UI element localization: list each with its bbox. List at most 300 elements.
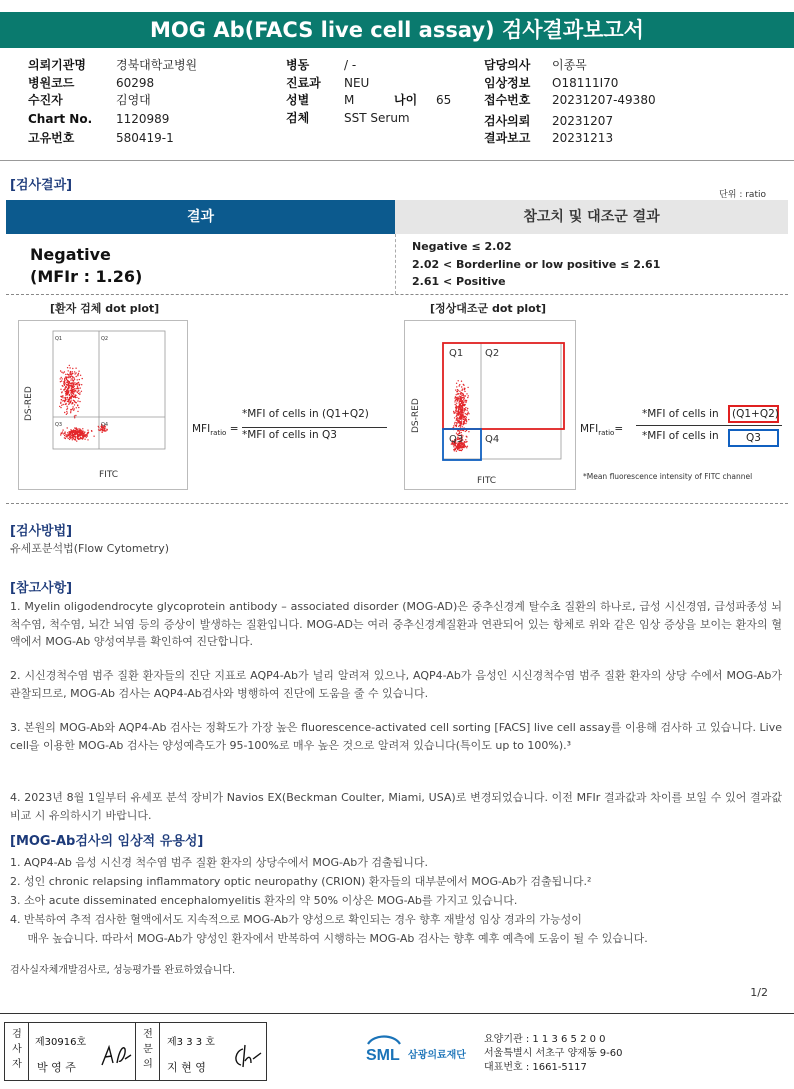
- scatter-dot: [465, 439, 466, 440]
- scatter-dot: [468, 413, 469, 414]
- scatter-dot: [74, 373, 75, 374]
- scatter-dot: [77, 391, 78, 392]
- scatter-dot: [454, 401, 455, 402]
- scatter-dot: [464, 445, 465, 446]
- scatter-dot: [454, 450, 455, 451]
- scatter-dot: [101, 432, 102, 433]
- scatter-dot: [76, 397, 77, 398]
- scatter-dot: [462, 414, 463, 415]
- scatter-dot: [71, 378, 72, 379]
- mfi-sub: ratio: [598, 429, 615, 438]
- scatter-dot: [64, 397, 65, 398]
- scatter-dot: [461, 398, 462, 399]
- scatter-dot: [98, 427, 99, 428]
- scatter-dot: [104, 430, 105, 431]
- scatter-dot: [81, 391, 82, 392]
- scatter-dot: [456, 426, 457, 427]
- scatter-dot: [76, 440, 77, 441]
- scatter-dot: [59, 406, 60, 407]
- scatter-dot: [461, 395, 462, 396]
- scatter-dot: [74, 382, 75, 383]
- mfi-sub: ratio: [210, 429, 227, 438]
- org-info: [484, 1033, 623, 1075]
- scatter-dot: [78, 371, 79, 372]
- scatter-dot: [468, 395, 469, 396]
- method-text: 유세포분석법(Flow Cytometry): [10, 542, 170, 555]
- scatter-dot: [74, 402, 75, 403]
- scatter-dot: [75, 368, 76, 369]
- scatter-dot: [69, 394, 70, 395]
- scatter-dot: [458, 420, 459, 421]
- scatter-dot: [463, 418, 464, 419]
- divider: [6, 503, 788, 504]
- scatter-dot: [463, 399, 464, 400]
- scatter-dot: [457, 400, 458, 401]
- scatter-dot: [73, 436, 74, 437]
- q2-label: Q2: [101, 336, 109, 342]
- doctor-label: 전문의: [143, 1029, 153, 1070]
- note-item: 4. 2023년 8월 1일부터 유세포 분석 장비가 Navios EX(Beckman Coulter, Miami, USA)로 변경되었습니다. 이전 MFIr 결과값과 차이를 보일 수 있어 결과값 비교 시 유의하시기 바랍니다.: [10, 791, 782, 822]
- scatter-dot: [61, 405, 62, 406]
- scatter-dot: [71, 394, 72, 395]
- scatter-dot: [61, 377, 62, 378]
- scatter-dot: [459, 399, 460, 400]
- q3-label: Q3: [449, 434, 464, 445]
- scatter-dot: [462, 403, 463, 404]
- scatter-dot: [73, 384, 74, 385]
- scatter-dot: [77, 386, 78, 387]
- scatter-dot: [455, 400, 456, 401]
- scatter-dot: [465, 413, 466, 414]
- scatter-dot: [459, 413, 460, 414]
- info-label: 의뢰기관명: [28, 58, 86, 72]
- scatter-dot: [69, 382, 70, 383]
- scatter-dot: [75, 384, 76, 385]
- scatter-dot: [71, 389, 72, 390]
- scatter-dot: [453, 425, 454, 426]
- scatter-dot: [461, 386, 462, 387]
- scatter-dot: [66, 379, 67, 380]
- info-value: 60298: [116, 75, 155, 90]
- scatter-dot: [461, 422, 462, 423]
- scatter-dot: [458, 407, 459, 408]
- method-title: [검사방법]: [10, 524, 73, 539]
- scatter-dot: [463, 394, 464, 395]
- scatter-dot: [458, 380, 459, 381]
- scatter-dot: [74, 386, 75, 387]
- scatter-dot: [68, 434, 69, 435]
- scatter-dot: [458, 418, 459, 419]
- signature-box: [4, 1022, 267, 1081]
- scatter-dot: [64, 433, 65, 434]
- scatter-dot: [74, 388, 75, 389]
- scatter-dot: [73, 400, 74, 401]
- scatter-dot: [73, 410, 74, 411]
- info-label: 접수번호: [484, 93, 531, 107]
- info-label: 임상정보: [484, 75, 531, 90]
- scatter-dot: [64, 435, 65, 436]
- scatter-dot: [67, 432, 68, 433]
- scatter-dot: [466, 447, 467, 448]
- scatter-dot: [74, 433, 75, 434]
- clinical-item: 1. AQP4-Ab 음성 시신경 척수염 범주 질환 환자의 상당수에서 MOG-Ab가 검출됩니다.: [10, 856, 428, 869]
- scatter-dot: [60, 378, 61, 379]
- scatter-dot: [81, 430, 82, 431]
- scatter-dot: [456, 446, 457, 447]
- scatter-dot: [460, 422, 461, 423]
- scatter-dot: [84, 432, 85, 433]
- scatter-dot: [63, 400, 64, 401]
- q4-label: Q4: [485, 434, 500, 445]
- info-value: 20231213: [552, 131, 614, 145]
- scatter-dot: [67, 412, 68, 413]
- info-label: 결과보고: [484, 131, 531, 145]
- scatter-dot: [80, 387, 81, 388]
- scatter-dot: [464, 389, 465, 390]
- scatter-dot: [466, 410, 467, 411]
- scatter-dot: [468, 431, 469, 432]
- scatter-dot: [454, 412, 455, 413]
- info-value: M: [344, 93, 355, 107]
- logo-subtitle: 삼광의료재단: [408, 1050, 466, 1061]
- y-axis-label: DS-RED: [411, 398, 421, 433]
- scatter-dot: [465, 423, 466, 424]
- scatter-dot: [71, 397, 72, 398]
- scatter-dot: [61, 372, 62, 373]
- scatter-dot: [460, 417, 461, 418]
- scatter-dot: [454, 417, 455, 418]
- equals: =: [614, 423, 624, 435]
- info-value: 김영대: [116, 93, 151, 107]
- note-item: 3. 본원의 MOG-Ab와 AQP4-Ab 검사는 정확도가 가장 높은 fluorescence-activated cell sorting [FACS] live cell assay를 이용해 검사하 고 있습니다. Live cell을 이용한 MOG-Ab 검사는 양성예측도가 95-100%로 매우 높은 것으로 알려져 있습니다(특이도 up to 100%).³: [10, 721, 782, 752]
- q1q2-box: (Q1+Q2): [728, 405, 779, 423]
- scatter-dot: [77, 400, 78, 401]
- scatter-dot: [62, 431, 63, 432]
- x-axis-label: FITC: [477, 476, 497, 486]
- scatter-dot: [67, 434, 68, 435]
- scatter-dot: [67, 367, 68, 368]
- scatter-dot: [87, 430, 88, 431]
- scatter-dot: [75, 396, 76, 397]
- org-line: 요양기관 : 1 1 3 6 5 2 0 0: [484, 1034, 606, 1045]
- clinical-item: 3. 소아 acute disseminated encephalomyelitis 환자의 약 50% 이상은 MOG-Ab를 가지고 있습니다.: [10, 894, 518, 907]
- tester-name: 박 영 주: [37, 1061, 76, 1074]
- scatter-dot: [71, 403, 72, 404]
- scatter-dot: [73, 387, 74, 388]
- scatter-dot: [467, 413, 468, 414]
- scatter-dot: [455, 397, 456, 398]
- patient-plot-caption: [환자 검체 dot plot]: [50, 302, 160, 315]
- scatter-dot: [72, 402, 73, 403]
- q3-box: Q3: [728, 429, 779, 447]
- patient-plot-svg: [19, 321, 187, 489]
- scatter-dot: [455, 409, 456, 410]
- scatter-dot: [68, 391, 69, 392]
- scatter-dot: [80, 375, 81, 376]
- scatter-dot: [78, 434, 79, 435]
- scatter-dot: [61, 380, 62, 381]
- tester-label: 검사자: [12, 1029, 22, 1070]
- scatter-dot: [72, 377, 73, 378]
- scatter-dot: [62, 378, 63, 379]
- scatter-dot: [73, 397, 74, 398]
- validation-note: 검사실자체개발검사로, 성능평가를 완료하였습니다.: [10, 965, 236, 976]
- scatter-dot: [66, 411, 67, 412]
- scatter-dot: [75, 390, 76, 391]
- scatter-dot: [65, 374, 66, 375]
- scatter-dot: [460, 445, 461, 446]
- scatter-dot: [75, 372, 76, 373]
- info-label: 검체: [286, 110, 310, 125]
- scatter-dot: [69, 431, 70, 432]
- scatter-dot: [460, 409, 461, 410]
- scatter-dot: [466, 393, 467, 394]
- scatter-dot: [456, 415, 457, 416]
- scatter-dot: [65, 391, 66, 392]
- scatter-dot: [79, 428, 80, 429]
- scatter-dot: [77, 436, 78, 437]
- scatter-dot: [60, 381, 61, 382]
- scatter-dot: [456, 451, 457, 452]
- scatter-dot: [457, 412, 458, 413]
- scatter-dot: [65, 434, 66, 435]
- result-mfir: (MFIr : 1.26): [30, 267, 143, 286]
- scatter-dot: [467, 387, 468, 388]
- scatter-dot: [462, 407, 463, 408]
- scatter-dot: [77, 438, 78, 439]
- scatter-dot: [463, 423, 464, 424]
- scatter-dot: [72, 435, 73, 436]
- scatter-dot: [69, 439, 70, 440]
- divider: [0, 160, 794, 161]
- unit-label: 단위 : ratio: [719, 190, 766, 200]
- scatter-dot: [463, 397, 464, 398]
- scatter-dot: [455, 425, 456, 426]
- scatter-dot: [457, 449, 458, 450]
- info-value: NEU: [344, 75, 370, 90]
- info-value: 20231207-49380: [552, 93, 656, 107]
- info-label: 수진자: [28, 93, 63, 107]
- notes-title: [참고사항]: [10, 581, 73, 596]
- scatter-dot: [71, 391, 72, 392]
- info-label: 병동: [286, 58, 310, 72]
- scatter-dot: [77, 433, 78, 434]
- scatter-dot: [463, 405, 464, 406]
- scatter-dot: [100, 428, 101, 429]
- scatter-dot: [66, 409, 67, 410]
- scatter-dot: [67, 427, 68, 428]
- scatter-dot: [75, 397, 76, 398]
- scatter-dot: [67, 374, 68, 375]
- scatter-dot: [72, 371, 73, 372]
- fraction-line: [242, 427, 387, 428]
- scatter-dot: [106, 429, 107, 430]
- scatter-dot: [68, 375, 69, 376]
- ref-line: Negative ≤ 2.02: [412, 240, 512, 253]
- page-number: 1/2: [750, 986, 768, 999]
- age-label: 나이: [394, 93, 418, 107]
- formula-denominator-prefix: *MFI of cells in: [642, 430, 719, 442]
- mfi-formula-right: [636, 405, 782, 449]
- scatter-dot: [76, 376, 77, 377]
- control-plot-caption: [정상대조군 dot plot]: [430, 302, 546, 315]
- q2-label: Q2: [485, 348, 500, 359]
- scatter-dot: [61, 399, 62, 400]
- scatter-dot: [60, 407, 61, 408]
- scatter-dot: [60, 403, 61, 404]
- note-item: 2. 시신경척수염 범주 질환 환자들의 진단 지표로 AQP4-Ab가 널리 알려져 있으나, AQP4-Ab가 음성인 시신경척수염 범주 질환 환자의 상당 수에서 MOG-Ab가 관찰되므로, MOG-Ab 검사는 AQP4-Ab검사와 병행하여 진단에 도움을 줄 수 있습니다.: [10, 669, 782, 700]
- scatter-dot: [468, 419, 469, 420]
- scatter-dot: [93, 436, 94, 437]
- scatter-dot: [454, 422, 455, 423]
- clinical-item: 2. 성인 chronic relapsing inflammatory optic neuropathy (CRION) 환자들의 대부분에서 MOG-Ab가 검출됩니다.²: [10, 875, 592, 888]
- scatter-dot: [80, 437, 81, 438]
- scatter-dot: [462, 449, 463, 450]
- scatter-dot: [466, 421, 467, 422]
- patient-dot-plot: [18, 320, 188, 490]
- scatter-dot: [463, 384, 464, 385]
- scatter-dot: [78, 439, 79, 440]
- info-label: 성별: [286, 93, 310, 107]
- scatter-dot: [456, 418, 457, 419]
- q4-label: Q4: [101, 422, 109, 428]
- scatter-dot: [466, 414, 467, 415]
- q3-label: Q3: [55, 422, 63, 428]
- scatter-dot: [75, 437, 76, 438]
- info-label: 진료과: [286, 75, 321, 90]
- scatter-dot: [466, 441, 467, 442]
- signature-cell: [5, 1023, 160, 1080]
- scatter-dot: [76, 383, 77, 384]
- scatter-dot: [79, 401, 80, 402]
- scatter-dot: [66, 414, 67, 415]
- scatter-dot: [62, 395, 63, 396]
- mfi-label: MFI: [580, 423, 599, 435]
- scatter-dot: [87, 433, 88, 434]
- scatter-dot: [64, 431, 65, 432]
- scatter-dot: [460, 424, 461, 425]
- scatter-dot: [78, 398, 79, 399]
- ref-line: 2.02 < Borderline or low positive ≤ 2.61: [412, 257, 661, 271]
- scatter-dot: [83, 437, 84, 438]
- equals: =: [229, 423, 239, 435]
- scatter-dot: [75, 415, 76, 416]
- formula-numerator-prefix: *MFI of cells in: [642, 408, 719, 420]
- scatter-dot: [460, 404, 461, 405]
- control-plot-svg: [405, 321, 575, 489]
- scatter-dot: [70, 379, 71, 380]
- scatter-dot: [99, 430, 100, 431]
- scatter-dot: [67, 393, 68, 394]
- scatter-dot: [84, 439, 85, 440]
- fraction-line: [636, 425, 782, 426]
- scatter-dot: [72, 430, 73, 431]
- scatter-dot: [69, 436, 70, 437]
- scatter-dot: [78, 393, 79, 394]
- reference-header: 참고치 및 대조군 결과: [395, 200, 788, 234]
- divider: [6, 294, 788, 295]
- scatter-dot: [465, 400, 466, 401]
- scatter-dot: [459, 405, 460, 406]
- info-value: 580419-1: [116, 131, 174, 145]
- scatter-dot: [456, 386, 457, 387]
- scatter-dot: [462, 426, 463, 427]
- scatter-dot: [68, 377, 69, 378]
- scatter-dot: [68, 370, 69, 371]
- info-value: O18111I70: [552, 75, 619, 90]
- scatter-dot: [463, 421, 464, 422]
- info-label: Chart No.: [28, 111, 93, 126]
- scatter-dot: [465, 395, 466, 396]
- scatter-dot: [456, 394, 457, 395]
- scatter-dot: [463, 417, 464, 418]
- scatter-dot: [76, 407, 77, 408]
- scatter-dot: [60, 434, 61, 435]
- result-section-title: [검사결과]: [10, 178, 73, 193]
- scatter-dot: [455, 410, 456, 411]
- scatter-dot: [74, 404, 75, 405]
- scatter-dot: [465, 431, 466, 432]
- scatter-dot: [457, 389, 458, 390]
- scatter-dot: [87, 439, 88, 440]
- info-value: SST Serum: [344, 110, 410, 125]
- scatter-dot: [457, 396, 458, 397]
- scatter-dot: [77, 411, 78, 412]
- scatter-dot: [60, 370, 61, 371]
- scatter-dot: [63, 404, 64, 405]
- scatter-dot: [467, 397, 468, 398]
- scatter-dot: [456, 422, 457, 423]
- scatter-dot: [74, 417, 75, 418]
- scatter-dot: [67, 436, 68, 437]
- scatter-dot: [73, 431, 74, 432]
- doctor-license: 제3 3 3 호: [167, 1037, 215, 1048]
- scatter-dot: [79, 379, 80, 380]
- scatter-dot: [461, 446, 462, 447]
- scatter-dot: [459, 385, 460, 386]
- scatter-dot: [461, 402, 462, 403]
- scatter-dot: [468, 412, 469, 413]
- scatter-dot: [467, 408, 468, 409]
- scatter-dot: [74, 408, 75, 409]
- scatter-dot: [458, 447, 459, 448]
- scatter-dot: [72, 437, 73, 438]
- scatter-dot: [459, 449, 460, 450]
- info-value: 경북대학교병원: [116, 58, 198, 72]
- scatter-dot: [457, 446, 458, 447]
- y-axis-label: DS-RED: [24, 386, 34, 421]
- scatter-dot: [67, 408, 68, 409]
- mfi-footnote: *Mean fluorescence intensity of FITC channel: [583, 472, 753, 481]
- scatter-dot: [73, 377, 74, 378]
- sml-logo: [364, 1032, 482, 1066]
- scatter-dot: [61, 396, 62, 397]
- scatter-dot: [459, 384, 460, 385]
- scatter-dot: [455, 448, 456, 449]
- reference-ranges: [412, 238, 660, 291]
- scatter-dot: [463, 430, 464, 431]
- age-value: 65: [436, 93, 452, 107]
- scatter-dot: [464, 420, 465, 421]
- doctor-name: 지 현 영: [167, 1061, 206, 1074]
- scatter-dot: [456, 406, 457, 407]
- scatter-dot: [71, 385, 72, 386]
- scatter-dot: [65, 386, 66, 387]
- scatter-dot: [69, 377, 70, 378]
- scatter-dot: [62, 397, 63, 398]
- scatter-dot: [461, 381, 462, 382]
- scatter-dot: [460, 407, 461, 408]
